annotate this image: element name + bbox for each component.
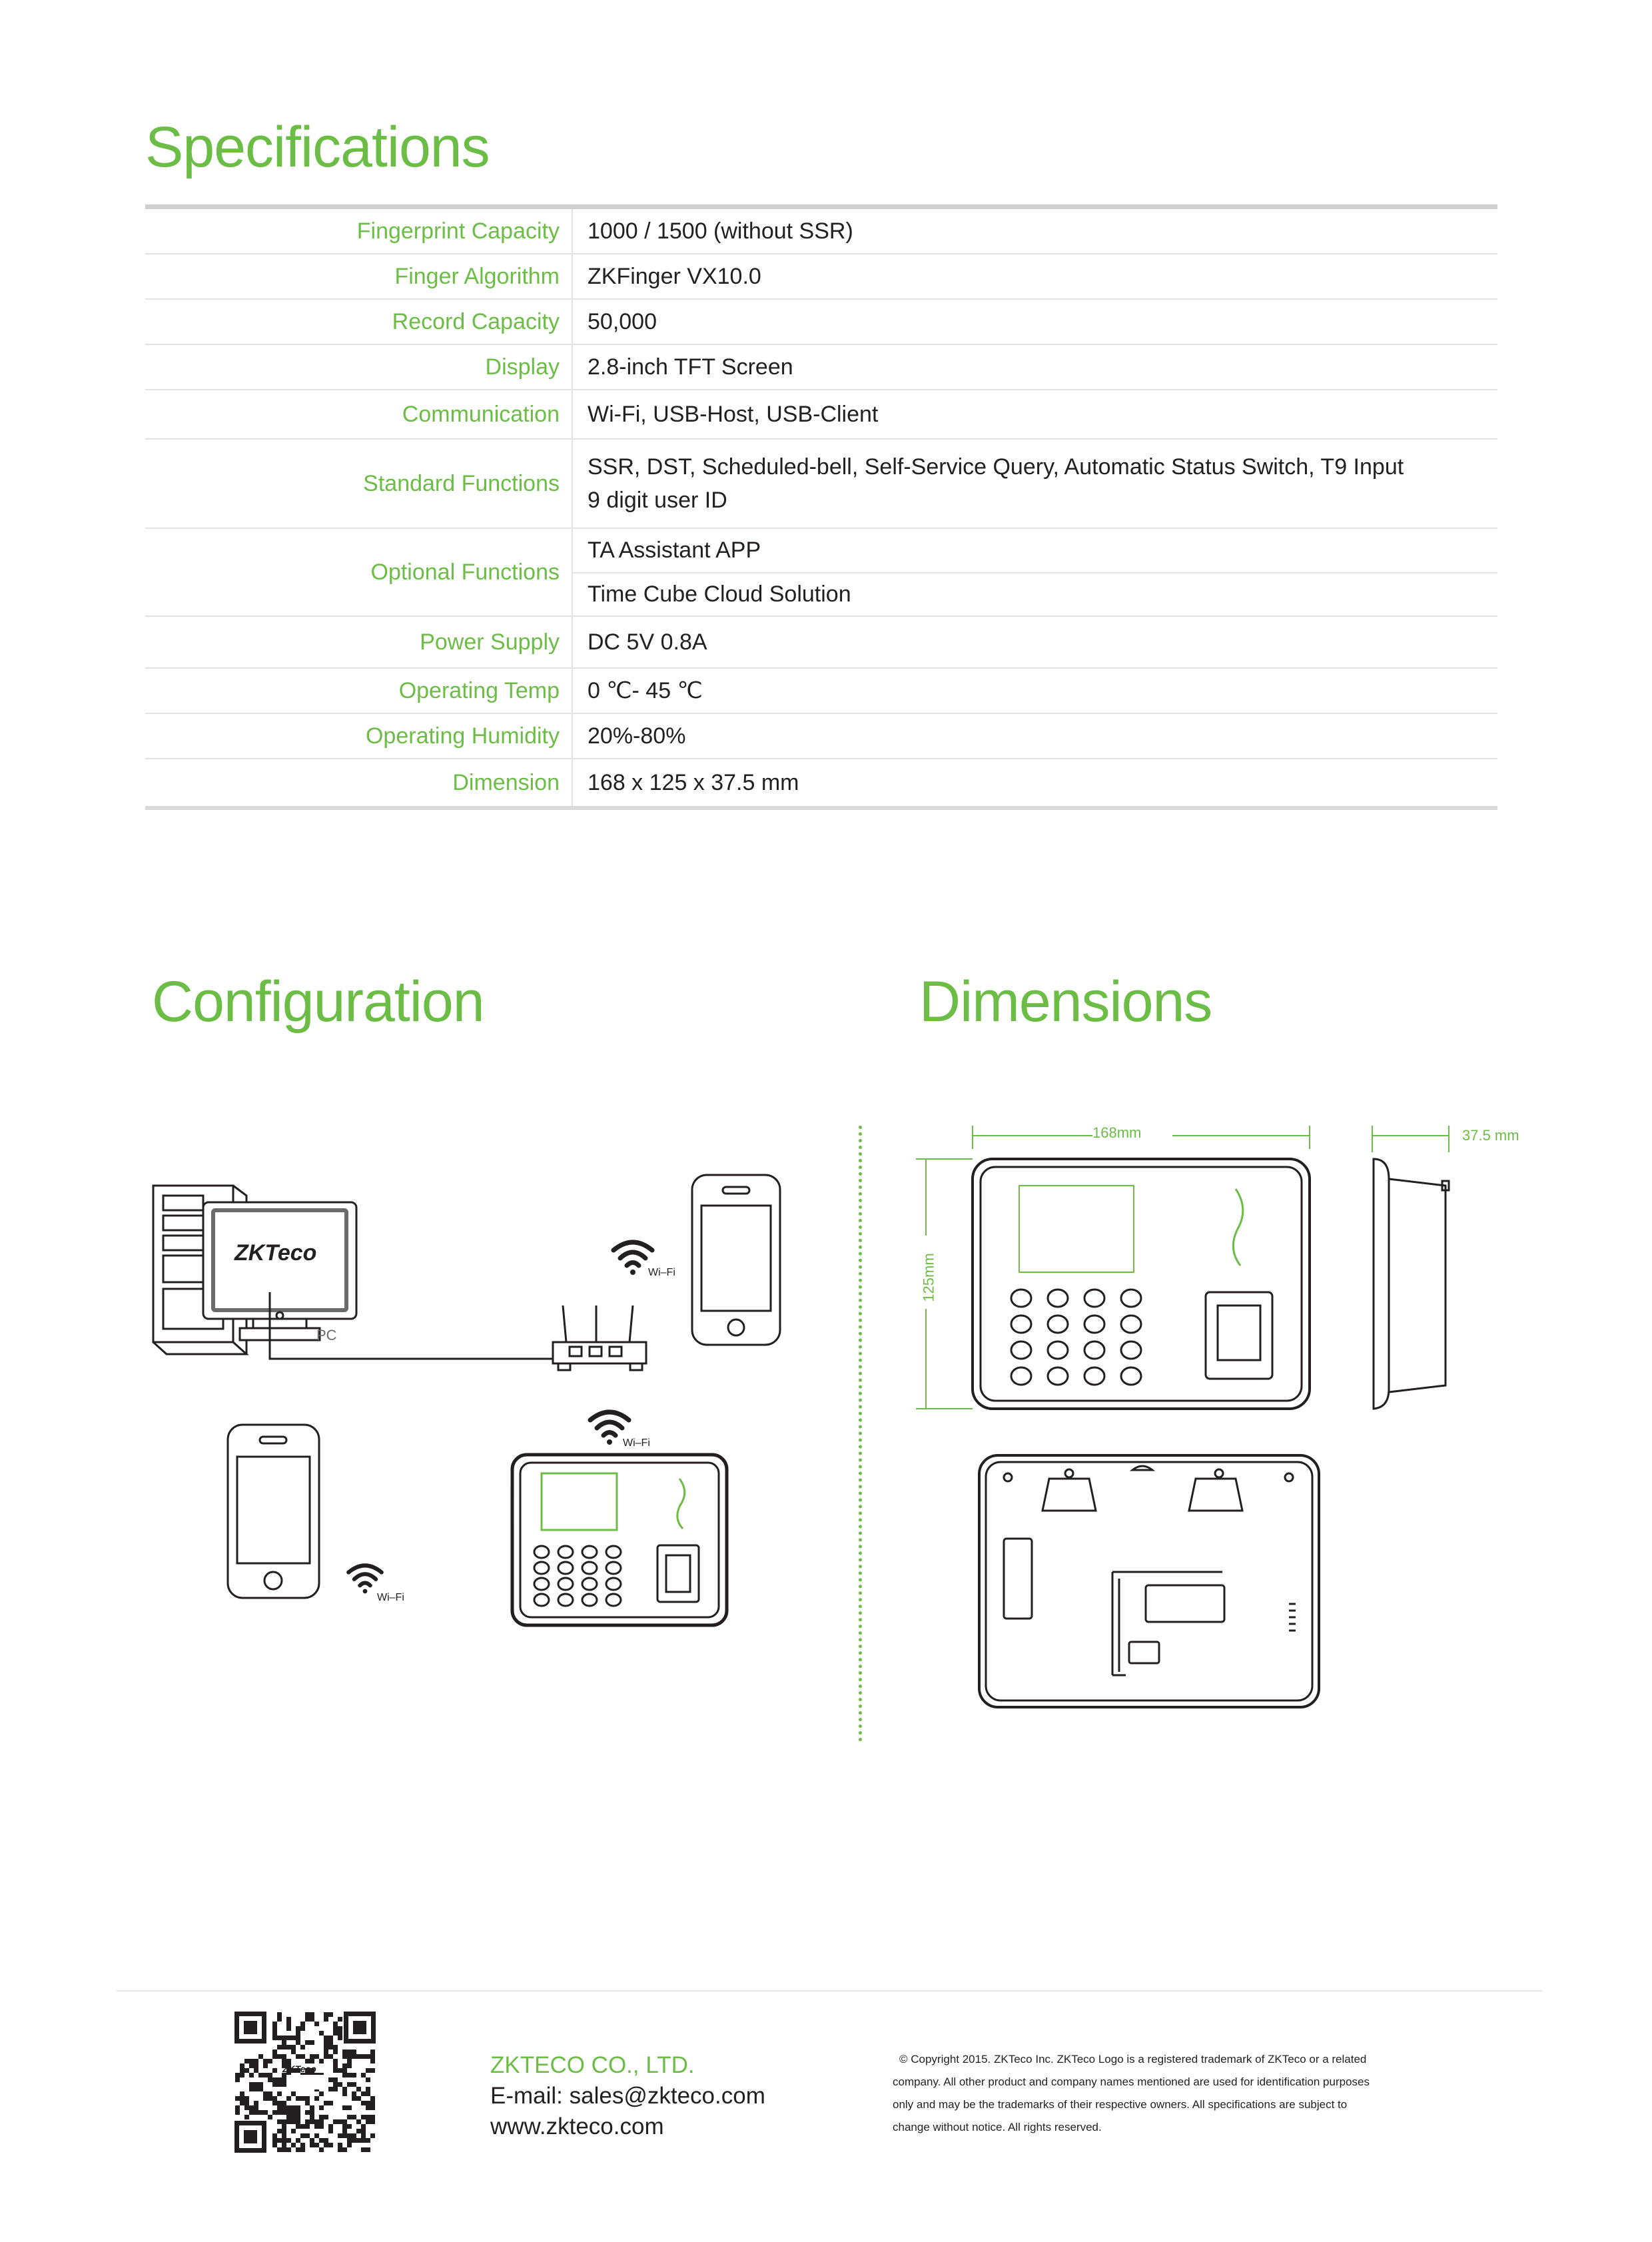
specifications-heading: Specifications [145, 115, 490, 179]
spec-value: SSR, DST, Scheduled-bell, Self-Service Query, Automatic Status Switch, T9 Input [588, 454, 1404, 480]
spec-label: Dimension [452, 769, 560, 795]
dimensions-heading: Dimensions [919, 970, 1212, 1034]
spec-value: ZKFinger VX10.0 [588, 263, 761, 289]
keypad-key [1048, 1290, 1068, 1307]
spec-row-communication [145, 390, 1497, 440]
pc-label: PC [316, 1327, 337, 1343]
spec-label: Operating Humidity [365, 723, 560, 749]
spec-value: 50,000 [588, 308, 657, 334]
spec-value: 20%-80% [588, 723, 686, 749]
keypad-key [1121, 1290, 1141, 1307]
width-dimension-label: 168mm [1092, 1124, 1142, 1141]
keypad-key [1011, 1290, 1031, 1307]
footer-rule [117, 1990, 1542, 1992]
email-address[interactable]: E-mail: sales@zkteco.com [490, 2083, 765, 2109]
keypad-key [1121, 1367, 1141, 1385]
copyright-line: only and may be the trademarks of their respective owners. All specifications are subject to [893, 2098, 1348, 2111]
spec-value: 0 ℃- 45 ℃ [588, 678, 703, 703]
spec-value: 168 x 125 x 37.5 mm [588, 769, 799, 795]
keypad-key [1121, 1315, 1141, 1333]
spec-row-fingerprint-capacity [145, 209, 1497, 254]
wifi-icon [345, 1559, 385, 1595]
keypad-key [1084, 1341, 1104, 1359]
front-view-drawing [913, 1122, 1326, 1419]
table-bottom-rule [145, 806, 1497, 810]
smartphone-icon [225, 1422, 322, 1602]
attendance-device-illustration [510, 1452, 729, 1629]
keypad-key [1011, 1367, 1031, 1385]
spec-label: Standard Functions [363, 470, 560, 496]
copyright-line: © Copyright 2015. ZKTeco Inc. ZKTeco Logo is a registered trademark of ZKTeco or a related [899, 2053, 1367, 2065]
copyright-notice [893, 2048, 1446, 2139]
height-dimension-label: 125mm [920, 1253, 937, 1302]
spec-label: Optional Functions [370, 559, 560, 585]
smartphone-icon [689, 1172, 783, 1349]
wifi-label: Wi–Fi [648, 1267, 675, 1278]
keypad-key [1011, 1315, 1031, 1333]
spec-value: Wi-Fi, USB-Host, USB-Client [588, 401, 879, 427]
spec-row-display [145, 345, 1497, 390]
spec-label: Fingerprint Capacity [356, 218, 560, 244]
keypad-key [1084, 1315, 1104, 1333]
spec-value: TA Assistant APP [588, 538, 761, 563]
spec-label: Power Supply [420, 629, 560, 655]
side-view-drawing [1366, 1122, 1459, 1419]
spec-value: Time Cube Cloud Solution [588, 581, 851, 607]
keypad-key [1048, 1367, 1068, 1385]
spec-label: Display [485, 354, 560, 380]
spec-row-finger-algorithm [145, 254, 1497, 300]
spec-row-standard-functions [145, 440, 1497, 529]
spec-value: DC 5V 0.8A [588, 629, 707, 655]
qr-code [234, 2012, 376, 2153]
keypad-key [1048, 1315, 1068, 1333]
keypad-key [1048, 1341, 1068, 1359]
keypad-key [1011, 1341, 1031, 1359]
spec-row-power-supply [145, 617, 1497, 669]
spec-label: Operating Temp [398, 677, 560, 703]
specifications-table [145, 204, 1497, 810]
configuration-heading: Configuration [152, 970, 484, 1034]
spec-row-optional-functions [145, 529, 1497, 617]
spec-row-record-capacity [145, 300, 1497, 345]
copyright-line: change without notice. All rights reserved. [893, 2121, 1102, 2133]
keypad-key [1084, 1290, 1104, 1307]
spec-row-operating-humidity [145, 714, 1497, 759]
spec-row-operating-temp [145, 669, 1497, 714]
monitor-logo: ZKTeco [234, 1240, 317, 1266]
copyright-line: company. All other product and company names mentioned are used for identification purposes [893, 2075, 1370, 2088]
qr-logo: ZKTeco [282, 2063, 316, 2074]
spec-value: 2.8-inch TFT Screen [588, 354, 793, 380]
spec-value: 1000 / 1500 (without SSR) [588, 218, 853, 244]
section-divider [859, 1126, 862, 1742]
spec-label: Communication [402, 401, 560, 427]
back-view-drawing [976, 1452, 1322, 1712]
spec-row-dimension [145, 759, 1497, 806]
website-link[interactable]: www.zkteco.com [490, 2113, 664, 2139]
company-name: ZKTECO CO., LTD. [490, 2052, 695, 2078]
spec-label: Finger Algorithm [394, 263, 560, 289]
keypad-key [1121, 1341, 1141, 1359]
router-illustration [260, 1292, 666, 1385]
depth-dimension-label: 37.5 mm [1462, 1127, 1519, 1144]
spec-label: Record Capacity [392, 308, 560, 334]
wifi-label: Wi–Fi [377, 1592, 404, 1603]
footer-contact [490, 2050, 765, 2142]
wifi-label: Wi–Fi [623, 1437, 650, 1449]
keypad-key [1084, 1367, 1104, 1385]
spec-value: 9 digit user ID [588, 488, 727, 513]
table-top-rule [145, 204, 1497, 209]
